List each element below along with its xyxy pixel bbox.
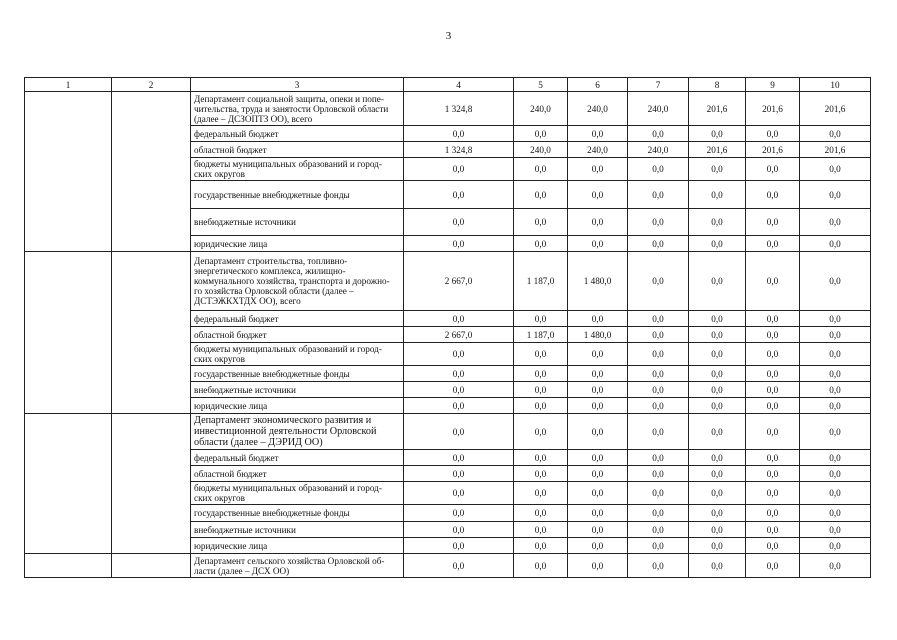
value-cell: 0,0 xyxy=(404,538,514,554)
value-cell: 0,0 xyxy=(568,398,628,414)
value-cell: 0,0 xyxy=(514,209,568,236)
value-cell: 0,0 xyxy=(568,236,628,252)
value-cell: 0,0 xyxy=(628,414,689,450)
value-cell: 0,0 xyxy=(628,466,689,482)
value-cell: 0,0 xyxy=(628,450,689,466)
value-cell: 0,0 xyxy=(689,554,746,578)
value-cell: 0,0 xyxy=(689,450,746,466)
value-cell: 0,0 xyxy=(628,398,689,414)
value-cell: 0,0 xyxy=(800,343,871,366)
value-cell: 0,0 xyxy=(628,126,689,142)
value-cell: 0,0 xyxy=(514,382,568,398)
value-cell: 0,0 xyxy=(746,466,800,482)
value-cell: 0,0 xyxy=(689,181,746,209)
header-cell: 3 xyxy=(191,78,404,92)
value-cell: 0,0 xyxy=(800,538,871,554)
value-cell: 0,0 xyxy=(514,366,568,382)
value-cell: 0,0 xyxy=(628,554,689,578)
value-cell: 0,0 xyxy=(689,311,746,327)
value-cell: 0,0 xyxy=(628,158,689,181)
value-cell: 0,0 xyxy=(514,343,568,366)
value-cell: 0,0 xyxy=(514,236,568,252)
header-cell: 8 xyxy=(689,78,746,92)
value-cell: 1 480,0 xyxy=(568,327,628,343)
header-row xyxy=(25,78,871,92)
value-cell: 0,0 xyxy=(568,450,628,466)
value-cell: 0,0 xyxy=(746,505,800,522)
value-cell: 0,0 xyxy=(628,327,689,343)
funding-source-label: юридические лица xyxy=(191,398,404,414)
value-cell: 0,0 xyxy=(800,366,871,382)
value-cell: 0,0 xyxy=(404,466,514,482)
value-cell: 0,0 xyxy=(404,366,514,382)
funding-source-label: юридические лица xyxy=(191,538,404,554)
department-title: Департамент экономического развития и инвестиционной деятельности Орловской области (далее – ДЭРИД ОО) xyxy=(191,414,404,450)
value-cell: 0,0 xyxy=(628,311,689,327)
value-cell: 201,6 xyxy=(746,92,800,126)
value-cell: 0,0 xyxy=(628,209,689,236)
value-cell: 0,0 xyxy=(404,382,514,398)
value-cell: 0,0 xyxy=(568,158,628,181)
value-cell: 0,0 xyxy=(689,398,746,414)
header-cell: 4 xyxy=(404,78,514,92)
value-cell: 0,0 xyxy=(568,466,628,482)
value-cell: 0,0 xyxy=(689,158,746,181)
funding-source-label: областной бюджет xyxy=(191,327,404,343)
value-cell: 2 667,0 xyxy=(404,252,514,311)
funding-source-label: бюджеты муниципальных образований и город- ских округов xyxy=(191,158,404,181)
value-cell: 0,0 xyxy=(746,209,800,236)
value-cell: 0,0 xyxy=(689,327,746,343)
value-cell: 0,0 xyxy=(404,398,514,414)
funding-source-label: государственные внебюджетные фонды xyxy=(191,181,404,209)
page-number: 3 xyxy=(445,30,452,42)
funding-source-label: внебюджетные источники xyxy=(191,209,404,236)
funding-source-label: бюджеты муниципальных образований и город- ских округов xyxy=(191,343,404,366)
funding-source-label: федеральный бюджет xyxy=(191,311,404,327)
value-cell: 0,0 xyxy=(514,398,568,414)
value-cell: 0,0 xyxy=(514,482,568,505)
value-cell: 0,0 xyxy=(800,382,871,398)
group-title-row xyxy=(25,414,871,450)
col2-cell xyxy=(112,92,191,252)
value-cell: 0,0 xyxy=(404,414,514,450)
header-cell: 5 xyxy=(514,78,568,92)
value-cell: 0,0 xyxy=(568,311,628,327)
value-cell: 0,0 xyxy=(404,209,514,236)
value-cell: 0,0 xyxy=(689,343,746,366)
value-cell: 1 480,0 xyxy=(568,252,628,311)
value-cell: 1 187,0 xyxy=(514,327,568,343)
value-cell: 0,0 xyxy=(746,181,800,209)
value-cell: 0,0 xyxy=(628,366,689,382)
value-cell: 0,0 xyxy=(568,538,628,554)
value-cell: 0,0 xyxy=(514,158,568,181)
value-cell: 2 667,0 xyxy=(404,327,514,343)
group-title-row xyxy=(25,92,871,126)
value-cell: 0,0 xyxy=(404,311,514,327)
value-cell: 0,0 xyxy=(746,343,800,366)
value-cell: 0,0 xyxy=(746,126,800,142)
value-cell: 0,0 xyxy=(689,466,746,482)
funding-source-label: федеральный бюджет xyxy=(191,450,404,466)
header-cell: 2 xyxy=(112,78,191,92)
value-cell: 0,0 xyxy=(568,181,628,209)
value-cell: 1 324,8 xyxy=(404,142,514,158)
value-cell: 0,0 xyxy=(800,181,871,209)
value-cell: 0,0 xyxy=(800,450,871,466)
value-cell: 0,0 xyxy=(628,538,689,554)
value-cell: 0,0 xyxy=(746,398,800,414)
value-cell: 201,6 xyxy=(746,142,800,158)
value-cell: 0,0 xyxy=(800,327,871,343)
value-cell: 0,0 xyxy=(514,522,568,538)
value-cell: 240,0 xyxy=(568,142,628,158)
value-cell: 0,0 xyxy=(404,450,514,466)
col2-cell xyxy=(112,554,191,578)
group-title-row xyxy=(25,252,871,311)
col2-cell xyxy=(112,414,191,554)
value-cell: 0,0 xyxy=(404,181,514,209)
funding-source-label: юридические лица xyxy=(191,236,404,252)
value-cell: 0,0 xyxy=(404,482,514,505)
funding-source-label: государственные внебюджетные фонды xyxy=(191,505,404,522)
value-cell: 0,0 xyxy=(746,538,800,554)
header-cell: 1 xyxy=(25,78,112,92)
value-cell: 0,0 xyxy=(689,538,746,554)
value-cell: 0,0 xyxy=(689,522,746,538)
value-cell: 0,0 xyxy=(800,554,871,578)
value-cell: 0,0 xyxy=(628,181,689,209)
value-cell: 0,0 xyxy=(514,466,568,482)
value-cell: 0,0 xyxy=(746,311,800,327)
value-cell: 1 324,8 xyxy=(404,92,514,126)
value-cell: 240,0 xyxy=(628,142,689,158)
value-cell: 0,0 xyxy=(568,482,628,505)
group-title-row xyxy=(25,554,871,578)
funding-source-label: федеральный бюджет xyxy=(191,126,404,142)
value-cell: 0,0 xyxy=(800,505,871,522)
value-cell: 0,0 xyxy=(746,522,800,538)
value-cell: 0,0 xyxy=(746,382,800,398)
value-cell: 201,6 xyxy=(689,142,746,158)
value-cell: 0,0 xyxy=(746,327,800,343)
value-cell: 0,0 xyxy=(689,209,746,236)
value-cell: 0,0 xyxy=(404,343,514,366)
value-cell: 0,0 xyxy=(800,414,871,450)
value-cell: 0,0 xyxy=(746,236,800,252)
value-cell: 0,0 xyxy=(689,252,746,311)
funding-source-label: областной бюджет xyxy=(191,466,404,482)
col1-cell xyxy=(25,554,112,578)
value-cell: 240,0 xyxy=(514,142,568,158)
table-body xyxy=(25,78,871,578)
col1-cell xyxy=(25,92,112,252)
value-cell: 0,0 xyxy=(800,398,871,414)
funding-source-label: областной бюджет xyxy=(191,142,404,158)
value-cell: 0,0 xyxy=(689,126,746,142)
value-cell: 0,0 xyxy=(568,522,628,538)
value-cell: 0,0 xyxy=(568,126,628,142)
value-cell: 0,0 xyxy=(746,450,800,466)
value-cell: 0,0 xyxy=(689,382,746,398)
value-cell: 0,0 xyxy=(404,505,514,522)
col2-cell xyxy=(112,252,191,414)
value-cell: 0,0 xyxy=(628,343,689,366)
value-cell: 0,0 xyxy=(568,414,628,450)
value-cell: 0,0 xyxy=(800,126,871,142)
value-cell: 0,0 xyxy=(800,311,871,327)
col1-cell xyxy=(25,414,112,554)
value-cell: 0,0 xyxy=(689,414,746,450)
value-cell: 0,0 xyxy=(568,554,628,578)
value-cell: 201,6 xyxy=(689,92,746,126)
value-cell: 0,0 xyxy=(628,522,689,538)
value-cell: 0,0 xyxy=(689,482,746,505)
value-cell: 201,6 xyxy=(800,142,871,158)
value-cell: 0,0 xyxy=(628,505,689,522)
funding-source-label: государственные внебюджетные фонды xyxy=(191,366,404,382)
budget-table xyxy=(24,77,871,578)
value-cell: 0,0 xyxy=(746,414,800,450)
value-cell: 240,0 xyxy=(514,92,568,126)
value-cell: 0,0 xyxy=(628,236,689,252)
value-cell: 0,0 xyxy=(628,482,689,505)
funding-source-label: бюджеты муниципальных образований и город- ских округов xyxy=(191,482,404,505)
value-cell: 0,0 xyxy=(800,482,871,505)
value-cell: 240,0 xyxy=(568,92,628,126)
department-title: Департамент строительства, топливно- энергетического комплекса, жилищно- коммунального хозяйства, транспорта и дорожно- го хозяйства Орловской области (далее – ДСТЭЖКХТДХ ОО), всего xyxy=(191,252,404,311)
header-cell: 6 xyxy=(568,78,628,92)
funding-source-label: внебюджетные источники xyxy=(191,522,404,538)
value-cell: 0,0 xyxy=(568,343,628,366)
value-cell: 0,0 xyxy=(514,450,568,466)
value-cell: 0,0 xyxy=(514,126,568,142)
header-cell: 10 xyxy=(800,78,871,92)
value-cell: 0,0 xyxy=(746,158,800,181)
value-cell: 0,0 xyxy=(514,311,568,327)
value-cell: 240,0 xyxy=(628,92,689,126)
col1-cell xyxy=(25,252,112,414)
value-cell: 0,0 xyxy=(404,126,514,142)
value-cell: 0,0 xyxy=(689,505,746,522)
value-cell: 0,0 xyxy=(514,538,568,554)
value-cell: 0,0 xyxy=(800,158,871,181)
value-cell: 0,0 xyxy=(514,505,568,522)
value-cell: 0,0 xyxy=(568,505,628,522)
value-cell: 0,0 xyxy=(628,382,689,398)
value-cell: 0,0 xyxy=(746,482,800,505)
value-cell: 0,0 xyxy=(746,554,800,578)
value-cell: 0,0 xyxy=(514,181,568,209)
department-title: Департамент сельского хозяйства Орловской об- ласти (далее – ДСХ ОО) xyxy=(191,554,404,578)
value-cell: 0,0 xyxy=(689,366,746,382)
value-cell: 0,0 xyxy=(628,252,689,311)
value-cell: 0,0 xyxy=(568,366,628,382)
value-cell: 0,0 xyxy=(404,236,514,252)
value-cell: 0,0 xyxy=(800,236,871,252)
value-cell: 0,0 xyxy=(568,209,628,236)
value-cell: 0,0 xyxy=(746,252,800,311)
value-cell: 0,0 xyxy=(404,554,514,578)
value-cell: 0,0 xyxy=(568,382,628,398)
funding-source-label: внебюджетные источники xyxy=(191,382,404,398)
value-cell: 0,0 xyxy=(514,554,568,578)
department-title: Департамент социальной защиты, опеки и попе- чительства, труда и занятости Орловской области (далее – ДСЗОПТЗ ОО), всего xyxy=(191,92,404,126)
value-cell: 1 187,0 xyxy=(514,252,568,311)
value-cell: 0,0 xyxy=(746,366,800,382)
header-cell: 9 xyxy=(746,78,800,92)
value-cell: 0,0 xyxy=(404,158,514,181)
value-cell: 0,0 xyxy=(800,252,871,311)
value-cell: 0,0 xyxy=(800,522,871,538)
header-cell: 7 xyxy=(628,78,689,92)
value-cell: 0,0 xyxy=(689,236,746,252)
value-cell: 201,6 xyxy=(800,92,871,126)
value-cell: 0,0 xyxy=(404,522,514,538)
value-cell: 0,0 xyxy=(514,414,568,450)
value-cell: 0,0 xyxy=(800,466,871,482)
value-cell: 0,0 xyxy=(800,209,871,236)
